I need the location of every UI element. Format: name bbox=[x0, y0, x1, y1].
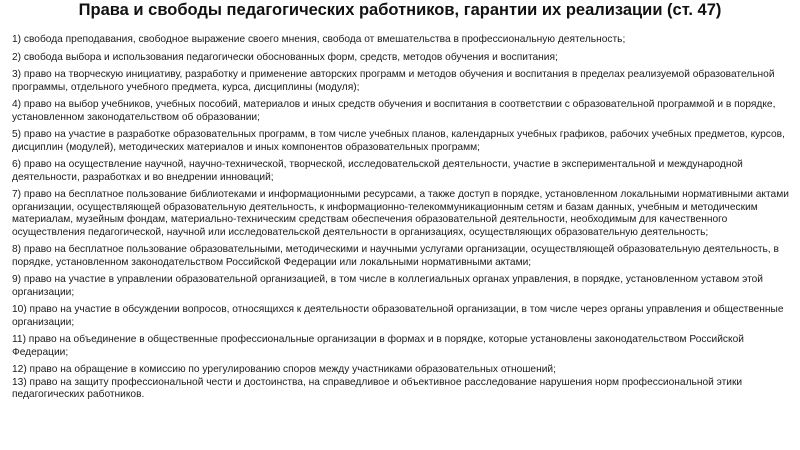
list-item: 10) право на участие в обсуждении вопросов, относящихся к деятельности образовательной организации, в том числе через органы управления и общественные организации; bbox=[12, 304, 784, 328]
list-item: 3) право на творческую инициативу, разработку и применение авторских программ и методов обучения и воспитания в пределах реализуемой образовательной программы, отдельного учебного предмета, курса, дисциплины (модуля); bbox=[12, 69, 775, 93]
list-item: 1) свобода преподавания, свободное выражение своего мнения, свобода от вмешательства в профессиональную деятельность; bbox=[12, 34, 626, 45]
list-item: 9) право на участие в управлении образовательной организацией, в том числе в коллегиальных органах управления, в порядке, установленном уставом этой организации; bbox=[12, 274, 763, 298]
list-item: 6) право на осуществление научной, научно-технической, творческой, исследовательской деятельности, участие в экспериментальной и международной деятельности, разработках и во внедрении инноваций; bbox=[12, 159, 743, 183]
list-item: 7) право на бесплатное пользование библиотеками и информационными ресурсами, а также доступ в порядке, установленном локальными нормативными актами организации, осуществляющей образовательную деятельность, к информационно-телекоммуникационным сетям и базам данных, учебным и методическим материалам, музейным фондам, материально-техническим средствам обеспечения образовательной деятельности, необходимым для качественного осуществления педагогической, научной или исследовательской деятельности в организациях, осуществляющих образовательную деятельность; bbox=[12, 189, 789, 238]
slide-title: Права и свободы педагогических работников, гарантии их реализации (ст. 47) bbox=[78, 1, 722, 19]
list-item: 4) право на выбор учебников, учебных пособий, материалов и иных средств обучения и воспитания в соответствии с образовательной программой и в порядке, установленном законодательством об образовании; bbox=[12, 99, 776, 123]
list-item: 12) право на обращение в комиссию по урегулированию споров между участниками образовательных отношений; bbox=[12, 364, 556, 375]
list-item: 2) свобода выбора и использования педагогически обоснованных форм, средств, методов обучения и воспитания; bbox=[12, 51, 558, 63]
list-item: 5) право на участие в разработке образовательных программ, в том числе учебных планов, календарных учебных графиков, рабочих учебных предметов, курсов, дисциплин (модулей), методических материалов и иных компонентов образовательных программ; bbox=[12, 129, 785, 153]
rights-list bbox=[12, 34, 792, 407]
list-item: 13) право на защиту профессиональной чести и достоинства, на справедливое и объективное расследование нарушения норм профессиональной этики педагогических работников. bbox=[12, 376, 743, 400]
list-item: 8) право на бесплатное пользование образовательными, методическими и научными услугами организации, осуществляющей образовательную деятельность, в порядке, установленном законодательством Российской Федерации или локальными нормативными актами; bbox=[12, 244, 779, 268]
list-item: 11) право на объединение в общественные профессиональные организации в формах и в порядке, которые установлены законодательством Российской Федерации; bbox=[12, 334, 744, 358]
